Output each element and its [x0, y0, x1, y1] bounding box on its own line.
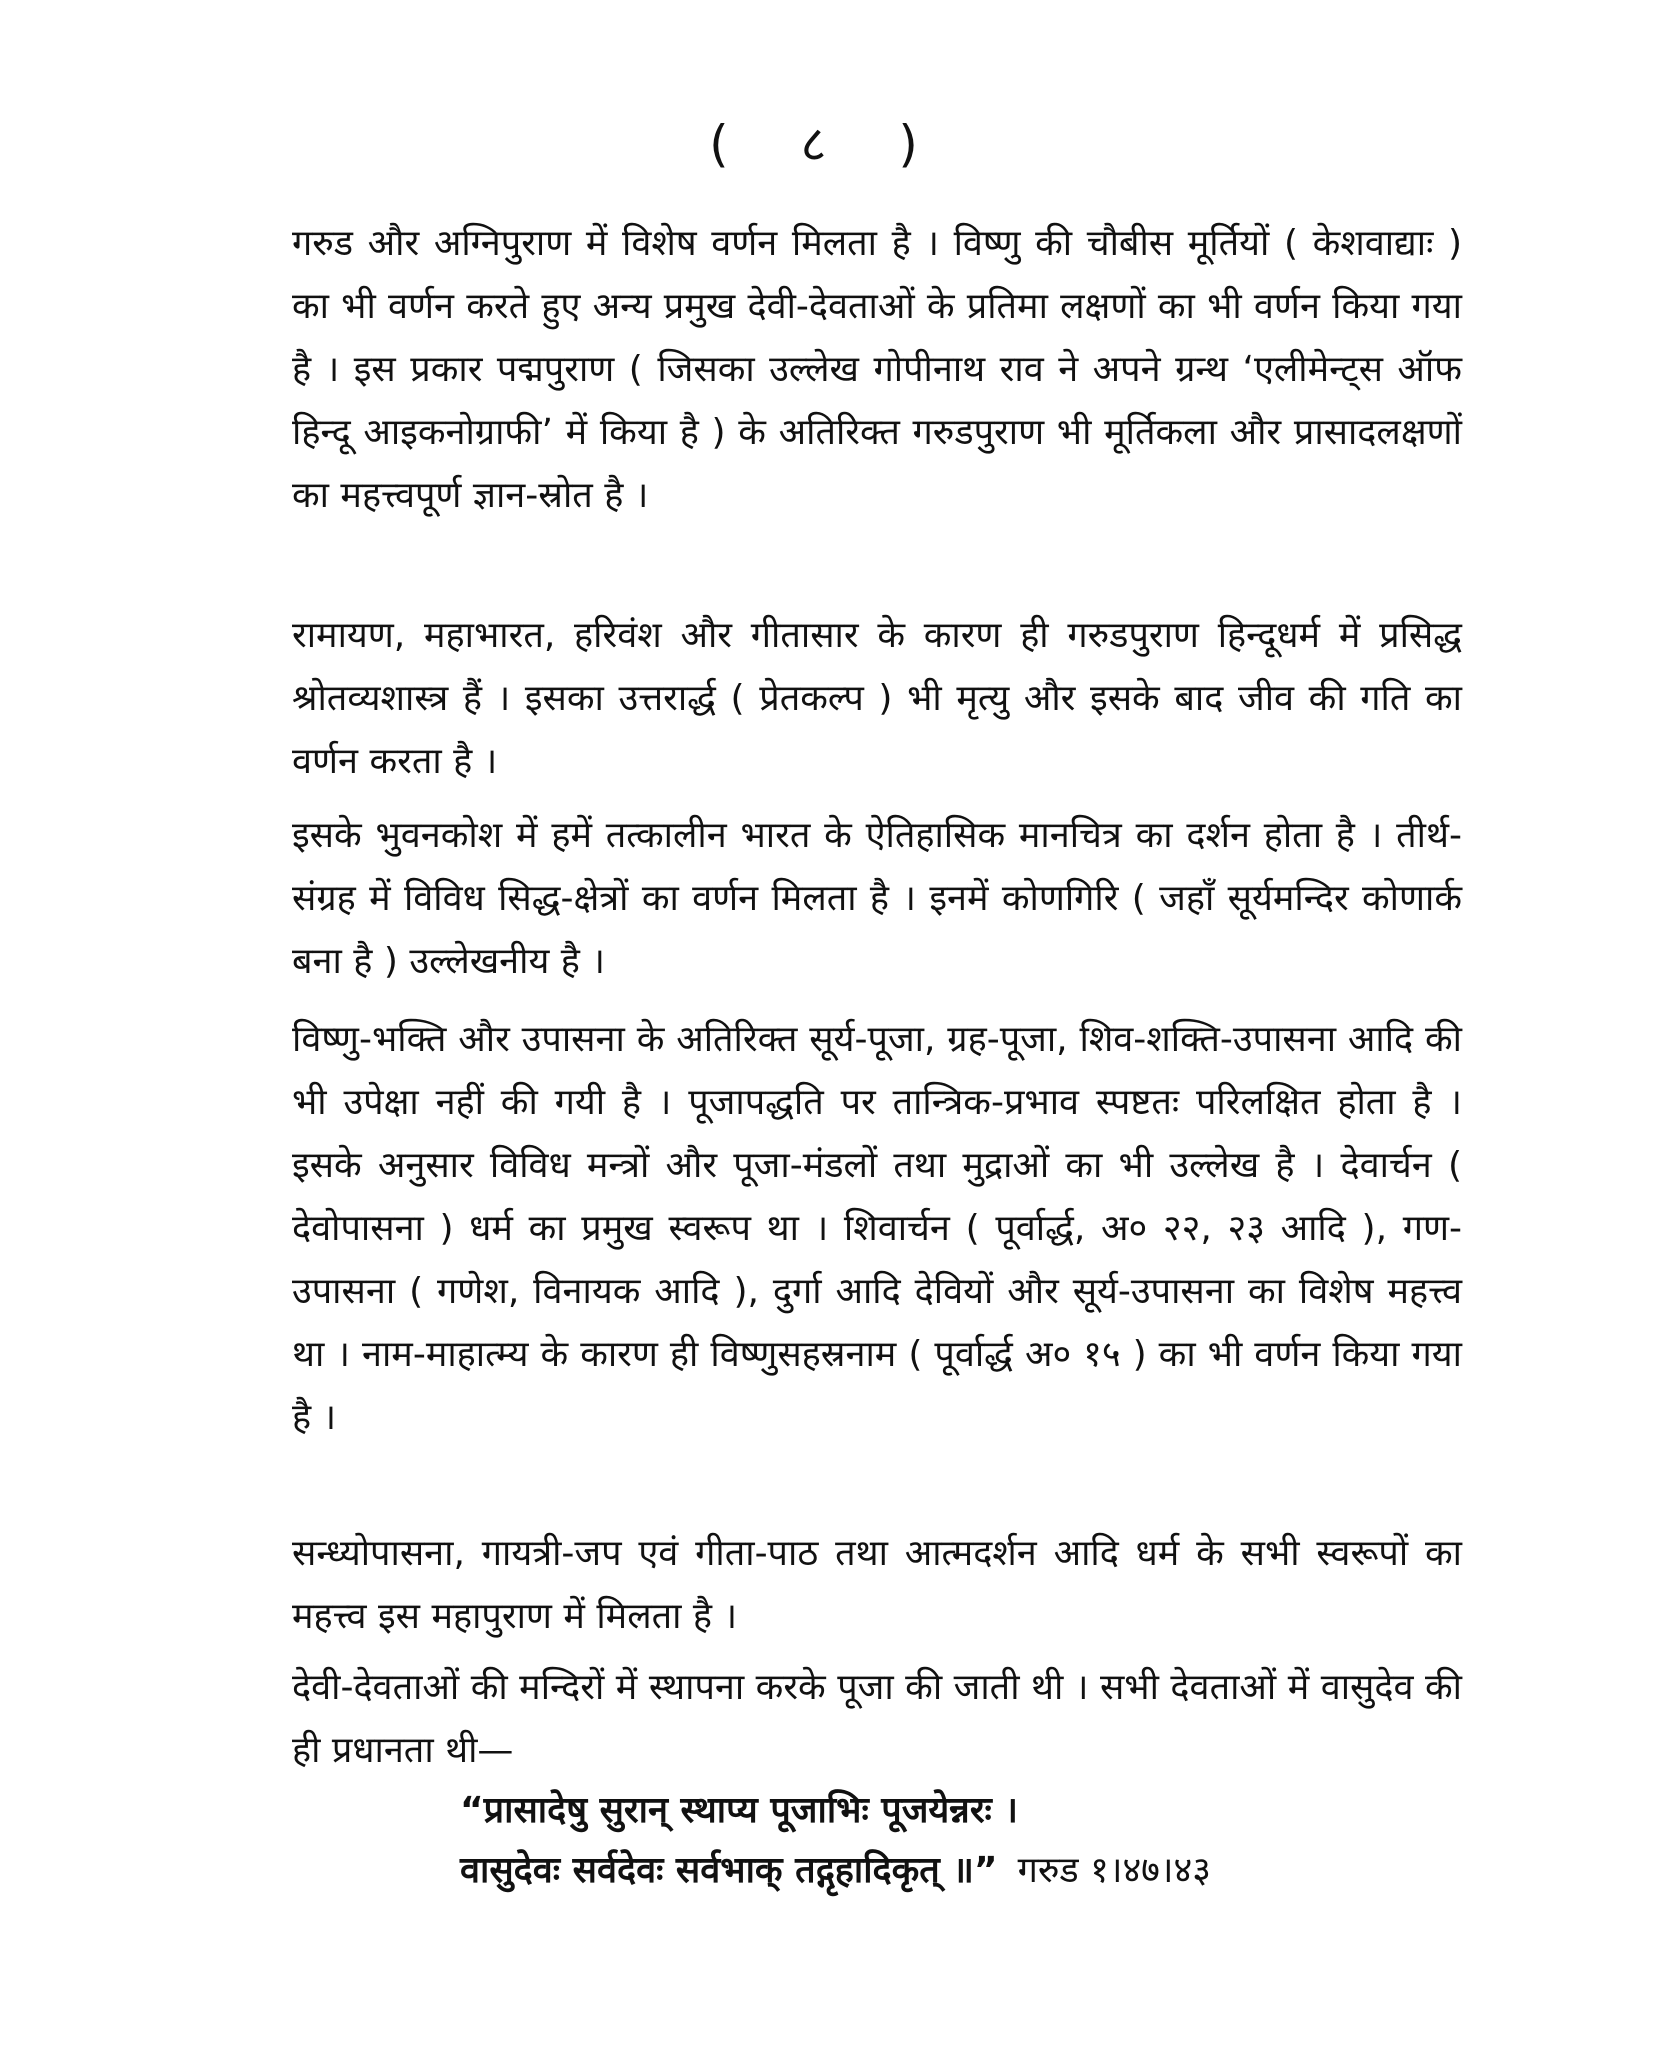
paragraph-bhuvanakosha [292, 804, 1462, 993]
verse-line-1: “प्रासादेषु सुरान् स्थाप्य पूजाभिः पूजयेन्नरः । [460, 1790, 1018, 1831]
verse-reference: गरुड १।४७।४३ [1017, 1850, 1211, 1891]
verse-text: वासुदेवः सर्वदेवः सर्वभाक् तद्गृहादिकृत् ॥” [460, 1850, 998, 1891]
page-number: ( ८ ) [709, 115, 946, 173]
paragraph-text: सन्ध्योपासना, गायत्री-जप एवं गीता-पाठ तथा आत्मदर्शन आदि धर्म के सभी स्वरूपों का महत्त्व इस महापुराण में मिलता है । [292, 1533, 1462, 1637]
paragraph-devi-devata [292, 1656, 1462, 1782]
paragraph-text: गरुड और अग्निपुराण में विशेष वर्णन मिलता है । विष्णु की चौबीस मूर्तियों ( केशवाद्याः ) का भी वर्णन करते हुए अन्य प्रमुख देवी-देवताओं के प्रतिमा लक्षणों का भी वर्णन किया गया है । इस प्रकार पद्मपुराण ( जिसका उल्लेख गोपीनाथ राव ने अपने ग्रन्थ ‘एलीमेन्ट्स ऑफ हिन्दू आइकनोग्राफी’ में किया है ) के अतिरिक्त गरुडपुराण भी मूर्तिकला और प्रासादलक्षणों का महत्त्वपूर्ण ज्ञान-स्रोत है । [292, 223, 1462, 516]
paragraph-text: देवी-देवताओं की मन्दिरों में स्थापना करके पूजा की जाती थी । सभी देवताओं में वासुदेव की ही प्रधानता थी— [292, 1667, 1462, 1771]
paragraph-text: विष्णु-भक्ति और उपासना के अतिरिक्त सूर्य-पूजा, ग्रह-पूजा, शिव-शक्ति-उपासना आदि की भी उपेक्षा नहीं की गयी है । पूजापद्धति पर तान्त्रिक-प्रभाव स्पष्टतः परिलक्षित होता है । इसके अनुसार विविध मन्त्रों और पूजा-मंडलों तथा मुद्राओं का भी उल्लेख है । देवार्चन ( देवोपासना ) धर्म का प्रमुख स्वरूप था । शिवार्चन ( पूर्वार्द्ध, अ० २२, २३ आदि ), गण-उपासना ( गणेश, विनायक आदि ), दुर्गा आदि देवियों और सूर्य-उपासना का विशेष महत्त्व था । नाम-माहात्म्य के कारण ही विष्णुसहस्रनाम ( पूर्वार्द्ध अ० १५ ) का भी वर्णन किया गया है । [292, 1019, 1462, 1438]
paragraph-garuda-agni [292, 212, 1462, 527]
verse-line-2 [460, 1842, 1460, 1900]
paragraph-ramayana [292, 604, 1462, 793]
paragraph-sandhyopasana [292, 1522, 1462, 1648]
paragraph-vishnu-bhakti [292, 1008, 1462, 1449]
paragraph-text: रामायण, महाभारत, हरिवंश और गीतासार के कारण ही गरुडपुराण हिन्दूधर्म में प्रसिद्ध श्रोतव्यशास्त्र हैं । इसका उत्तरार्द्ध ( प्रेतकल्प ) भी मृत्यु और इसके बाद जीव की गति का वर्णन करता है । [292, 615, 1462, 782]
paragraph-text: इसके भुवनकोश में हमें तत्कालीन भारत के ऐतिहासिक मानचित्र का दर्शन होता है । तीर्थ-संग्रह में विविध सिद्ध-क्षेत्रों का वर्णन मिलता है । इनमें कोणगिरि ( जहाँ सूर्यमन्दिर कोणार्क बना है ) उल्लेखनीय है । [292, 815, 1462, 982]
